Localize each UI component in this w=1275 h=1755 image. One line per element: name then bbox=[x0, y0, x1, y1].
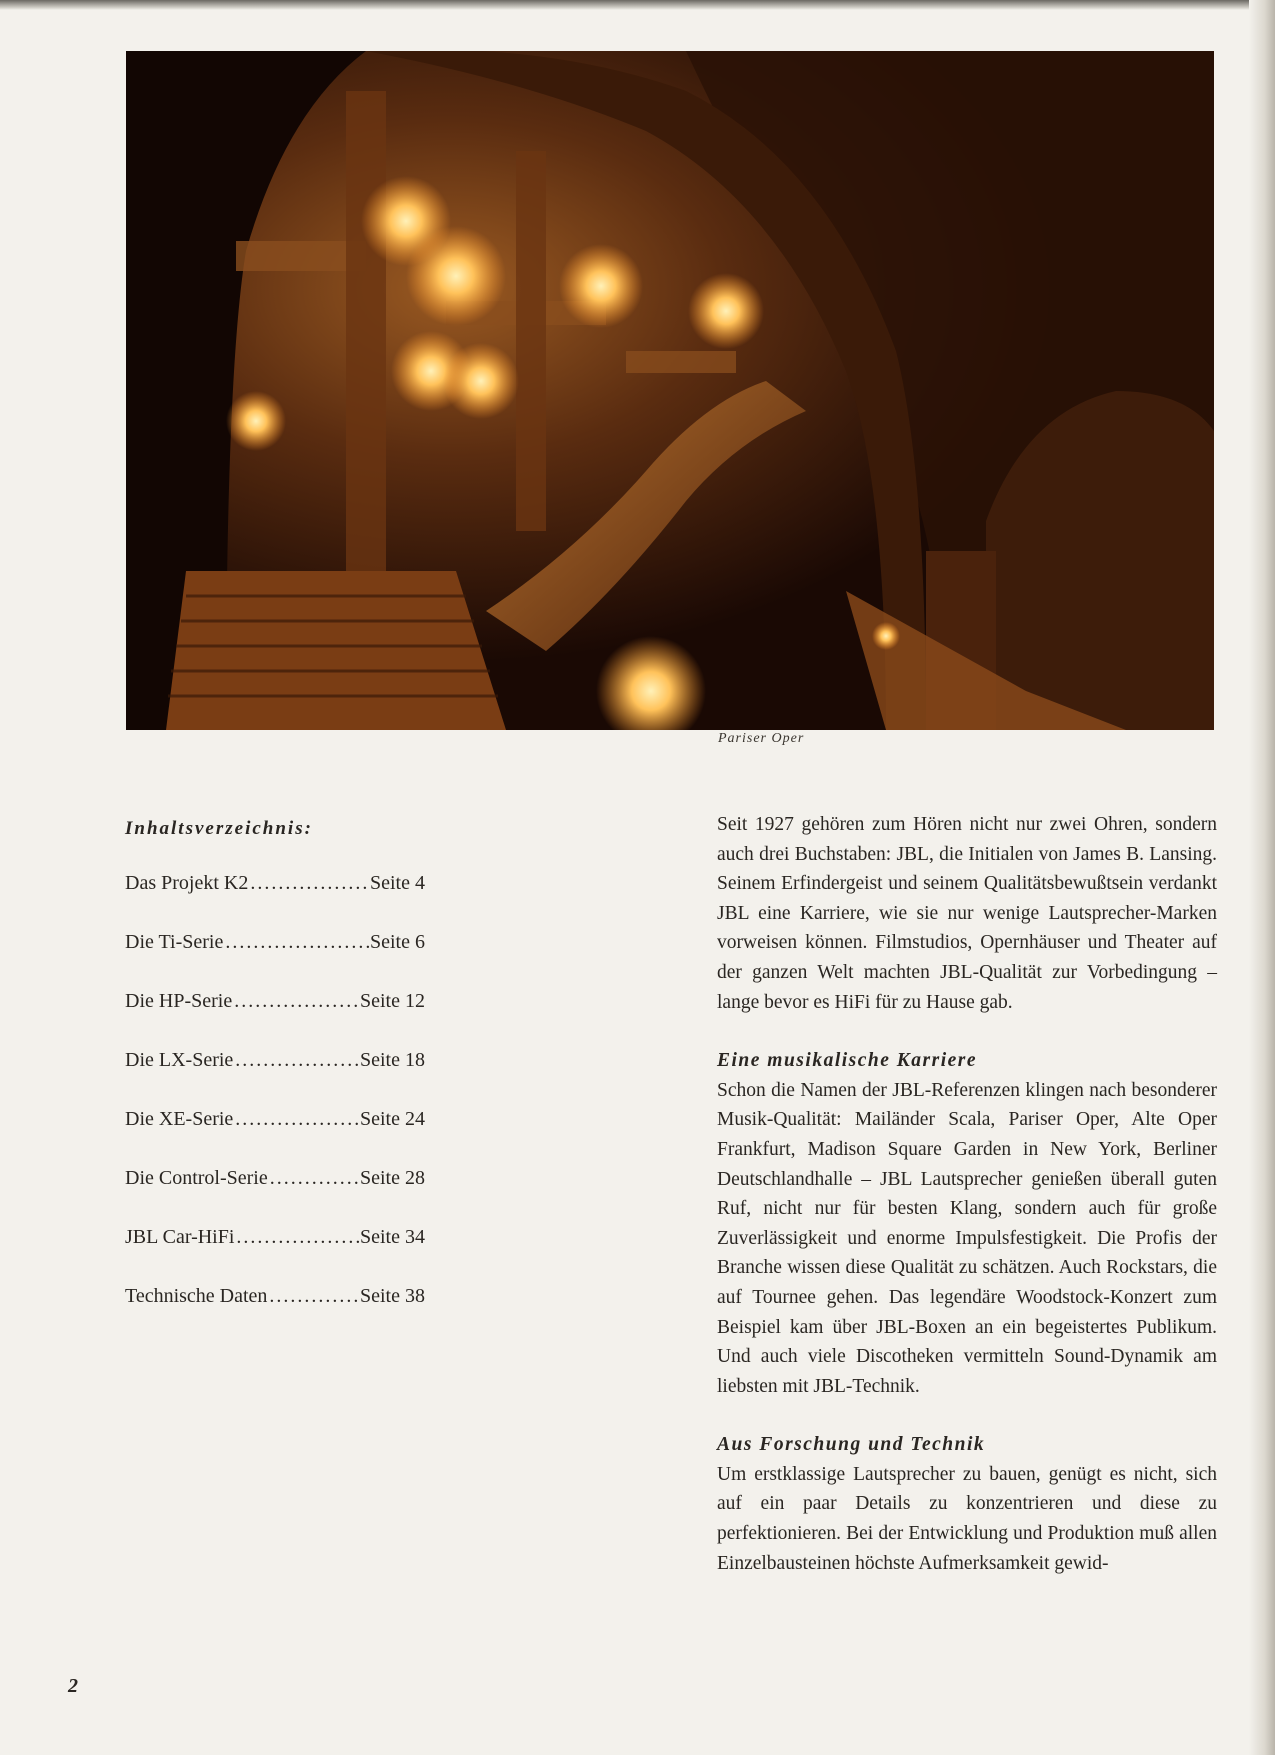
toc-leader-dots bbox=[233, 1108, 360, 1131]
photo-caption: Pariser Oper bbox=[718, 731, 805, 746]
toc-leader-dots bbox=[267, 1285, 360, 1308]
toc-item-label: JBL Car-HiFi bbox=[125, 1226, 235, 1248]
opera-photo bbox=[126, 51, 1214, 730]
toc-item-page: Seite 18 bbox=[360, 1049, 425, 1071]
toc-leader-dots bbox=[233, 1049, 360, 1072]
section-paragraph: Um erstklassige Lautsprecher zu bauen, genügt es nicht, sich auf ein paar Details zu konzentrieren und diese zu perfektionieren. Bei der Entwicklung und Produktion muß allen Einzelbausteinen höchste Aufmerksamkeit gewid- bbox=[717, 1463, 1217, 1574]
toc-item-label: Das Projekt K2 bbox=[125, 872, 249, 894]
toc-item bbox=[125, 1285, 425, 1344]
toc-item bbox=[125, 931, 425, 990]
toc-item-label: Die XE-Serie bbox=[125, 1108, 234, 1130]
toc-item bbox=[125, 1226, 425, 1285]
intro-paragraph: Seit 1927 gehören zum Hören nicht nur zwei Ohren, sondern auch drei Buchstaben: JBL, die Initialen von James B. Lansing. Seinem Erfindergeist und seinem Qualitätsbewußtsein verdankt JBL eine Karriere, wie sie nur wenige Lautsprecher-Marken vorweisen können. Filmstudios, Opernhäuser und Theater auf der ganzen Welt machten JBL-Qualität zur Vorbedingung – lange bevor es HiFi für zu Hause gab. bbox=[717, 814, 1217, 1013]
toc-item-page: Seite 28 bbox=[360, 1167, 425, 1189]
toc-item-label: Die LX-Serie bbox=[125, 1049, 234, 1071]
toc-item-label: Technische Daten bbox=[125, 1285, 268, 1307]
toc-item-label: Die HP-Serie bbox=[125, 990, 233, 1012]
toc-item bbox=[125, 1167, 425, 1226]
table-of-contents bbox=[125, 818, 425, 1344]
toc-item-page: Seite 24 bbox=[360, 1108, 425, 1130]
page-number: 2 bbox=[68, 1675, 78, 1697]
scan-edge-right bbox=[1249, 0, 1275, 1755]
toc-item-label: Die Control-Serie bbox=[125, 1167, 268, 1189]
toc-item-page: Seite 4 bbox=[370, 872, 425, 894]
toc-leader-dots bbox=[248, 872, 370, 895]
toc-item bbox=[125, 990, 425, 1049]
section-heading: Aus Forschung und Technik bbox=[717, 1434, 986, 1456]
toc-item-label: Die Ti-Serie bbox=[125, 931, 224, 953]
section-heading: Eine musikalische Karriere bbox=[717, 1050, 978, 1072]
toc-item-page: Seite 38 bbox=[360, 1285, 425, 1307]
opera-staircase-illustration bbox=[126, 51, 1214, 730]
toc-item bbox=[125, 1049, 425, 1108]
section-paragraph: Schon die Namen der JBL-Referenzen klingen nach besonderer Musik-Qualität: Mailänder Scala, Pariser Oper, Alte Oper Frankfurt, Madison Square Garden in New York, Berliner Deutschlandhalle – JBL Lautsprecher genießen überall guten Ruf, nicht nur für besten Klang, sondern auch für große Zuverlässigkeit und enorme Impulsfestigkeit. Die Profis der Branche wissen diese Qualität zu schätzen. Auch Rockstars, die auf Tournee gehen. Das legendäre Woodstock-Konzert zum Beispiel kam über JBL-Boxen an ein begeistertes Publikum. Und auch viele Discotheken vermitteln Sound-Dynamik am liebsten mit JBL-Technik. bbox=[717, 1079, 1217, 1397]
article-column bbox=[717, 810, 1217, 1578]
toc-item-page: Seite 6 bbox=[370, 931, 425, 953]
toc-item-page: Seite 34 bbox=[360, 1226, 425, 1248]
toc-leader-dots bbox=[234, 1226, 360, 1249]
toc-title: Inhaltsverzeichnis: bbox=[125, 818, 313, 839]
toc-leader-dots bbox=[223, 931, 370, 954]
toc-leader-dots bbox=[232, 990, 360, 1013]
toc-leader-dots bbox=[268, 1167, 360, 1190]
toc-item bbox=[125, 1108, 425, 1167]
scan-edge-top bbox=[0, 0, 1275, 10]
toc-item bbox=[125, 872, 425, 931]
toc-item-page: Seite 12 bbox=[360, 990, 425, 1012]
